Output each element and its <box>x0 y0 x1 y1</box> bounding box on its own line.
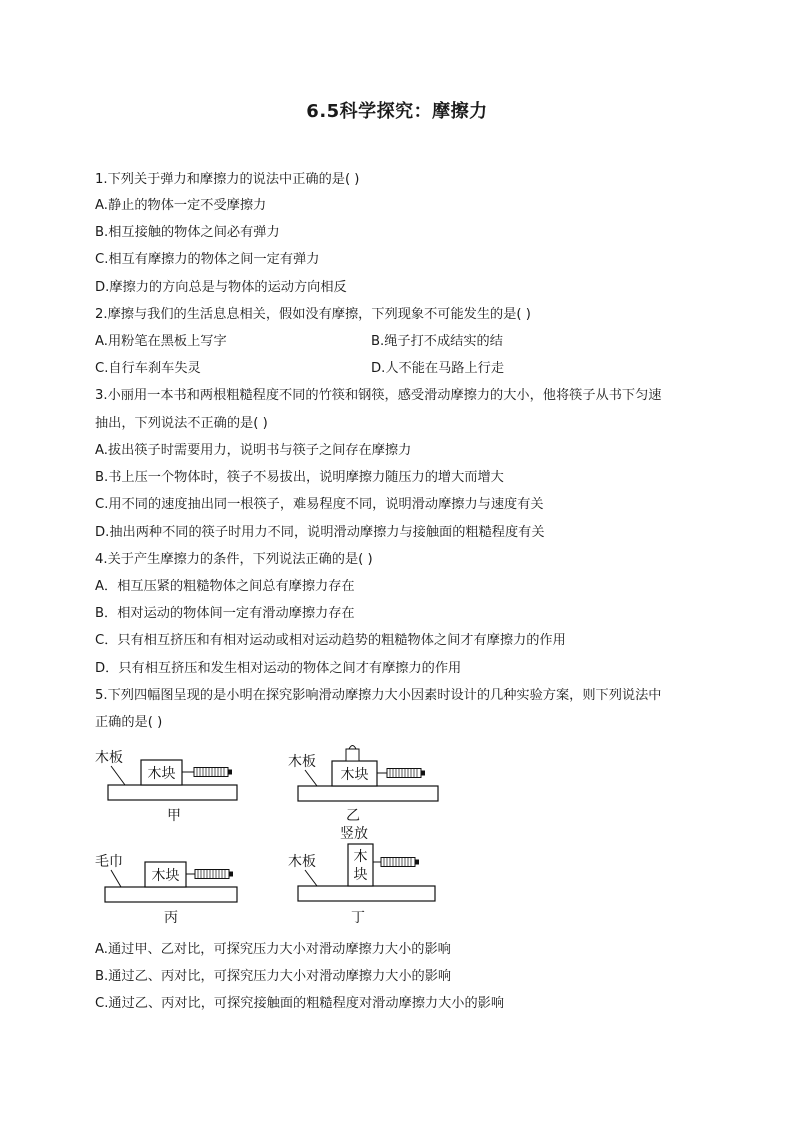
spring-scale-icon <box>195 870 233 879</box>
q2-option-c: C.自行车刹车失灵 <box>95 361 201 376</box>
q1-option-d: D.摩擦力的方向总是与物体的运动方向相反 <box>95 280 347 295</box>
caption-yi: 乙 <box>346 808 360 824</box>
wooden-board <box>298 886 435 901</box>
spring-scale-icon <box>194 768 232 777</box>
q1-stem: 1.下列关于弹力和摩擦力的说法中正确的是( ) <box>95 172 360 187</box>
page-title: 6.5科学探究：摩擦力 <box>306 101 488 122</box>
q3-option-a: A.拔出筷子时需要用力，说明书与筷子之间存在摩擦力 <box>95 443 412 458</box>
q1-option-a: A.静止的物体一定不受摩擦力 <box>95 198 267 213</box>
towel-label: 毛巾 <box>95 854 123 870</box>
block-label-top: 木 <box>353 849 368 865</box>
q5-option-a: A.通过甲、乙对比，可探究压力大小对滑动摩擦力大小的影响 <box>95 942 451 957</box>
q4-option-c: C．只有相互挤压和有相对运动或相对运动趋势的粗糙物体之间才有摩擦力的作用 <box>95 633 566 648</box>
caption-jia: 甲 <box>167 808 181 824</box>
block-label-bottom: 块 <box>353 867 368 883</box>
q3-option-d: D.抽出两种不同的筷子时用力不同，说明滑动摩擦力与接触面的粗糙程度有关 <box>95 525 545 540</box>
q5-stem-line2: 正确的是( ) <box>95 715 163 730</box>
setup-yi <box>288 746 438 825</box>
q5-stem-line1: 5.下列四幅图呈现的是小明在探究影响滑动摩擦力大小因素时设计的几种实验方案，则下列说法中 <box>95 688 662 703</box>
setup-bing <box>95 853 237 926</box>
board-label: 木板 <box>95 750 123 766</box>
q3-option-c: C.用不同的速度抽出同一根筷子，难易程度不同，说明滑动摩擦力与速度有关 <box>95 497 544 512</box>
wooden-board <box>298 786 438 801</box>
q3-stem-line2: 抽出，下列说法不正确的是( ) <box>95 416 268 431</box>
q2-option-b: B.绳子打不成结实的结 <box>371 334 503 349</box>
towel-board <box>105 887 237 902</box>
q5-option-b: B.通过乙、丙对比，可探究压力大小对滑动摩擦力大小的影响 <box>95 969 452 984</box>
q5-option-c: C.通过乙、丙对比，可探究接触面的粗糙程度对滑动摩擦力大小的影响 <box>95 996 505 1011</box>
board-label: 木板 <box>288 854 316 870</box>
caption-bing: 丙 <box>164 910 178 926</box>
q1-option-c: C.相互有摩擦力的物体之间一定有弹力 <box>95 252 320 267</box>
q2-option-d: D.人不能在马路上行走 <box>371 361 505 376</box>
q1-option-b: B.相互接触的物体之间必有弹力 <box>95 225 280 240</box>
q4-option-a: A．相互压紧的粗糙物体之间总有摩擦力存在 <box>95 579 355 594</box>
q3-stem-line1: 3.小丽用一本书和两根粗糙程度不同的竹筷和钢筷，感受滑动摩擦力的大小，他将筷子从书下匀速 <box>95 388 662 403</box>
q4-stem: 4.关于产生摩擦力的条件，下列说法正确的是( ) <box>95 552 373 567</box>
board-label: 木板 <box>288 754 316 770</box>
caption-ding: 丁 <box>351 910 365 926</box>
q4-option-b: B．相对运动的物体间一定有滑动摩擦力存在 <box>95 606 355 621</box>
setup-jia <box>95 749 237 824</box>
upright-label: 竖放 <box>340 826 368 842</box>
q2-stem: 2.摩擦与我们的生活息息相关，假如没有摩擦，下列现象不可能发生的是( ) <box>95 307 531 322</box>
q2-option-a: A.用粉笔在黑板上写字 <box>95 334 227 349</box>
spring-scale-icon <box>387 769 425 778</box>
q3-option-b: B.书上压一个物体时，筷子不易拔出，说明摩擦力随压力的增大而增大 <box>95 470 504 485</box>
spring-scale-icon <box>381 858 419 867</box>
block-label: 木块 <box>340 767 369 783</box>
setup-ding <box>288 825 435 926</box>
wooden-board <box>108 785 237 800</box>
friction-experiment-figure <box>95 742 445 934</box>
weight-icon <box>346 749 359 761</box>
block-label: 木块 <box>147 766 176 782</box>
block-label: 木块 <box>151 868 180 884</box>
q4-option-d: D．只有相互挤压和发生相对运动的物体之间才有摩擦力的作用 <box>95 661 462 676</box>
